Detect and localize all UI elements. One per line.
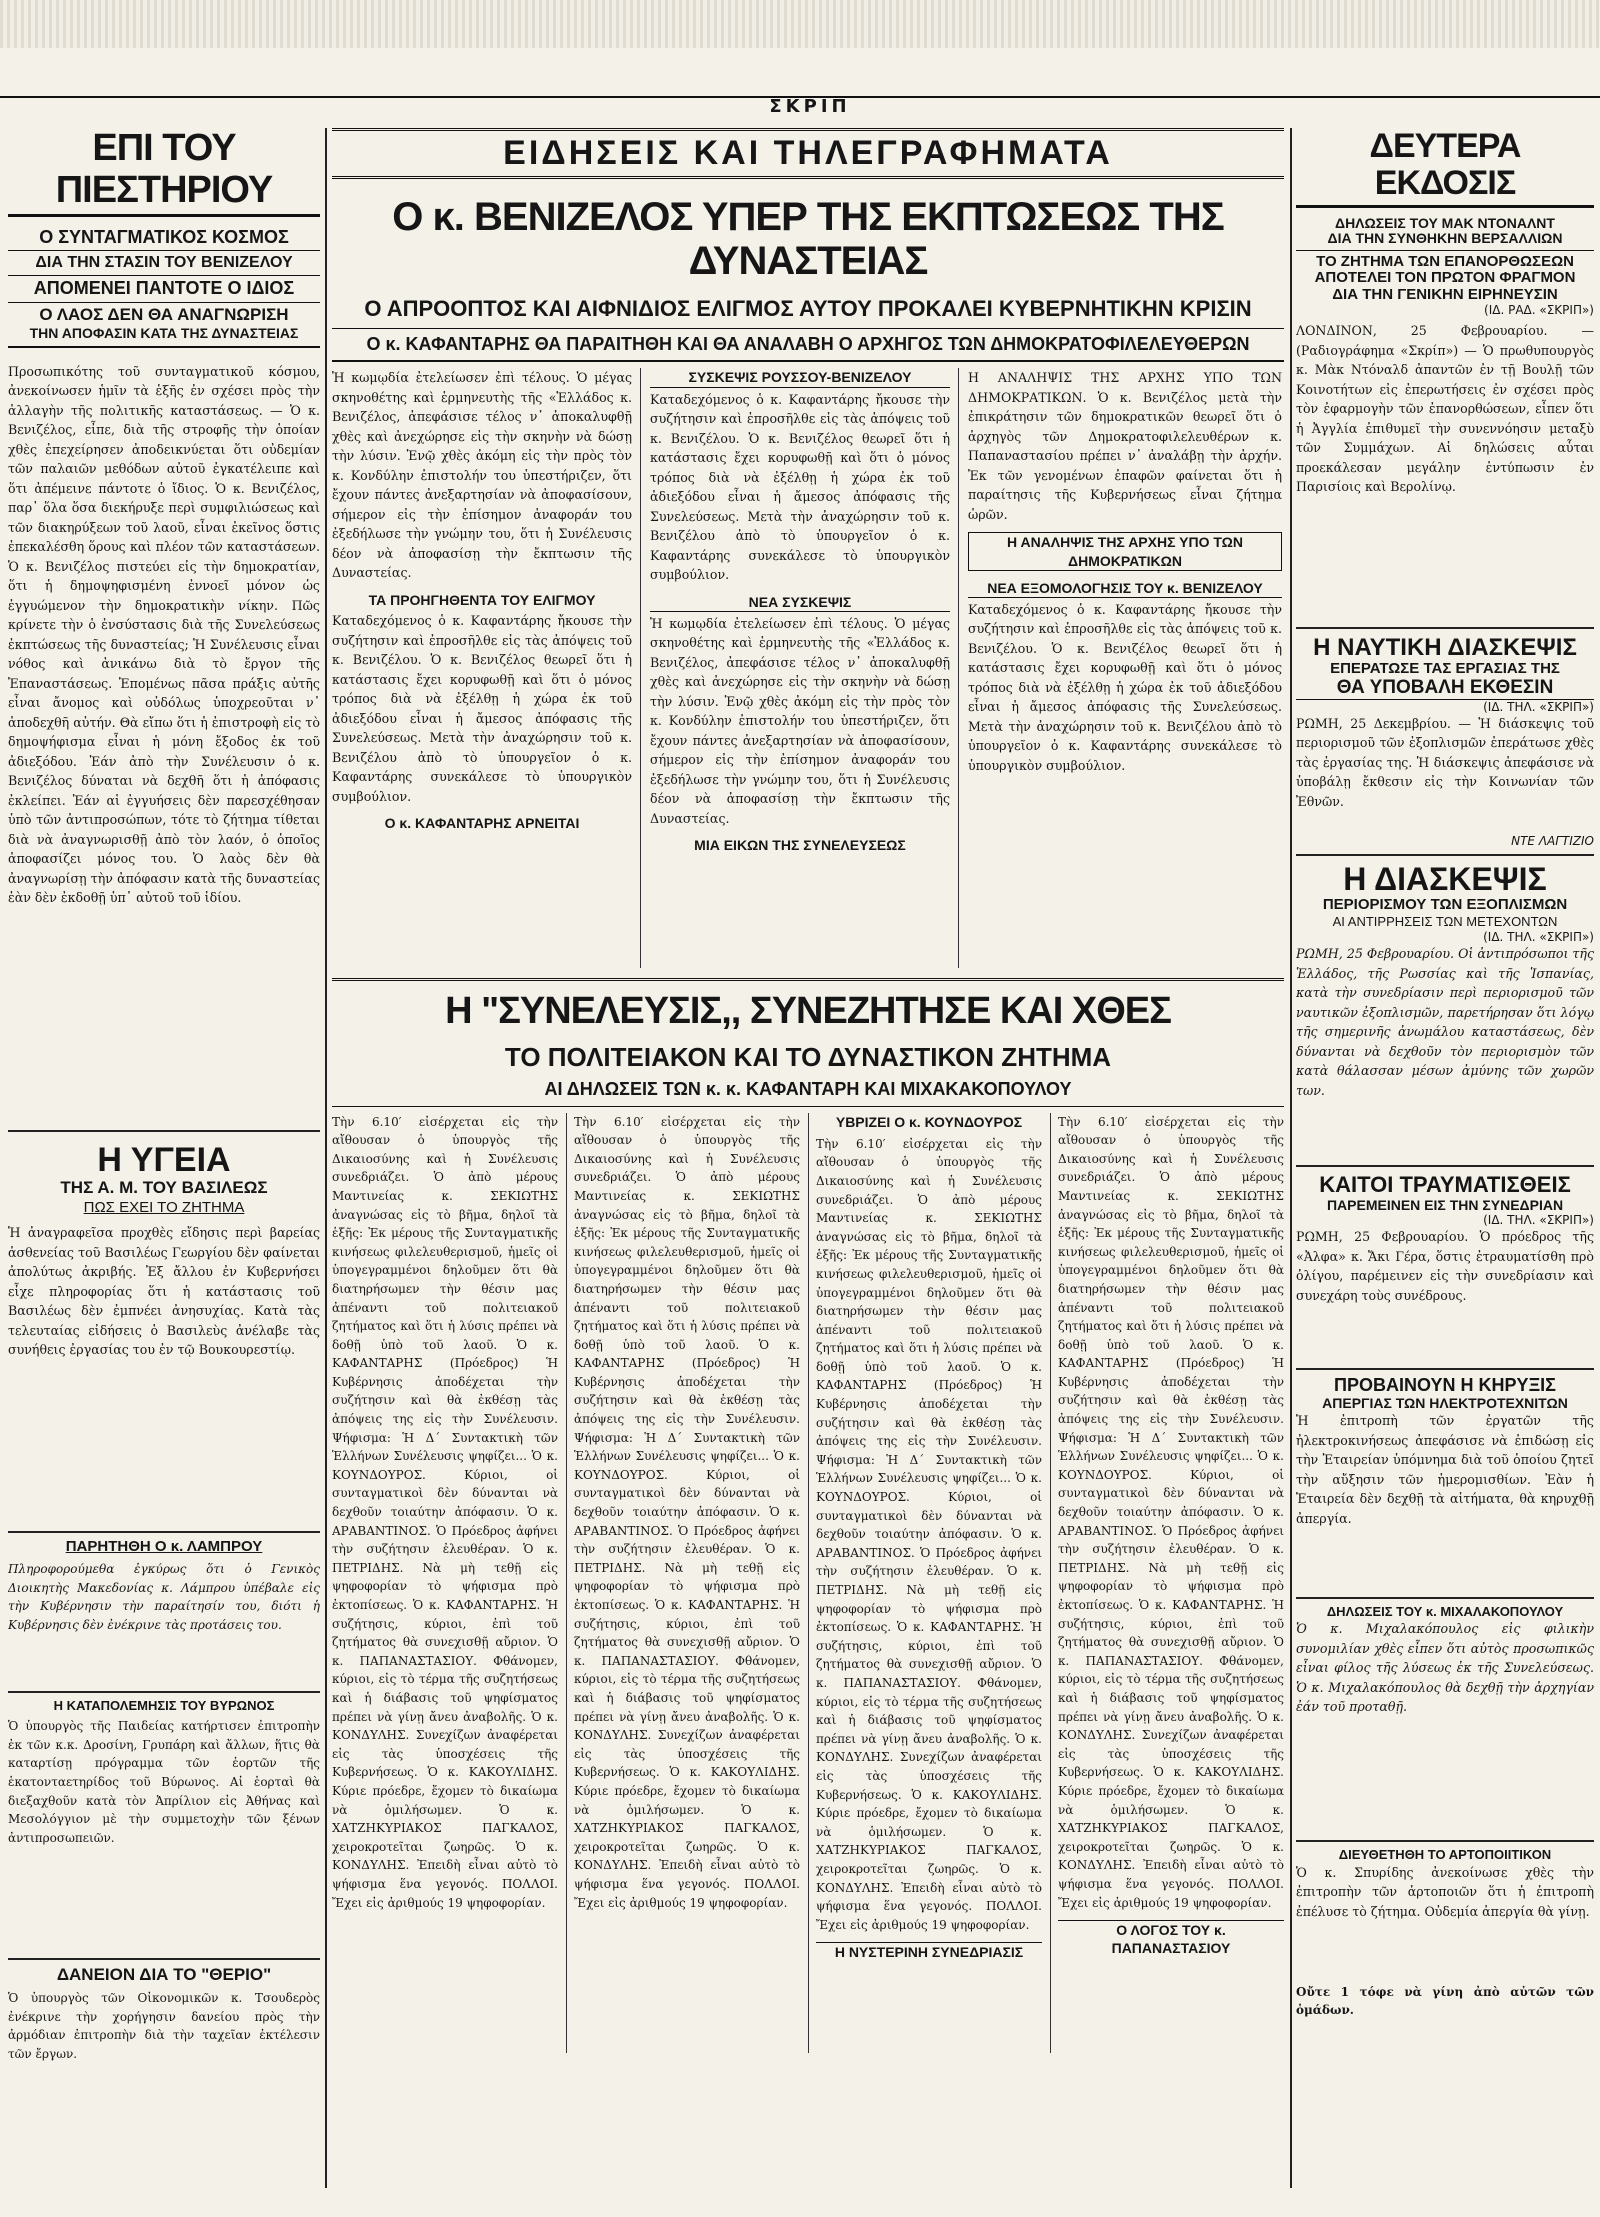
right-column <box>1296 128 1594 2198</box>
mac-head: ΔΙΑ ΤΗΝ ΣΥΝΘΗΚΗΝ ΒΕΡΣΑΛΛΙΩΝ <box>1296 231 1594 250</box>
left-column <box>8 128 320 2198</box>
second-text: Τὴν 6.10′ εἰσέρχεται εἰς τὴν αἴθουσαν ὁ ὑπουργὸς τῆς Δικαιοσύνης καὶ ἡ Συνέλευσις συνεδριάζει. Ὁ ἀπὸ μέρους Μαντινείας κ. ΣΕΚΙΩΤΗΣ ἀναγνώσας εἰς τὸ βῆμα, δηλοῖ τὰ ἑξῆς: Ἐκ μέρους τῆς Συνταγματικῆς κινήσεως φιλελευθερισμοῦ, ἡμεῖς οἱ ὑπογεγραμμένοι δηλοῦμεν ὅτι θὰ διατηρήσωμεν τὴν θέσιν μας ἀπέναντι τοῦ πολιτειακοῦ ζητήματος καὶ ὅτι ἡ λύσις πρέπει νὰ δοθῇ ὑπὸ τοῦ λαοῦ. Ὁ κ. ΚΑΦΑΝΤΑΡΗΣ (Πρόεδρος) Ἡ Κυβέρνησις ἀποδέχεται τὴν συζήτησιν καὶ θὰ ἐκθέσῃ τὰς ἀπόψεις της εἰς τὴν Συνέλευσιν. Ψήφισμα: Ἡ Δ΄ Συντακτικὴ τῶν Ἑλλήνων Συνέλευσις ψηφίζει... Ὁ κ. ΚΟΥΝΔΟΥΡΟΣ. Κύριοι, οἱ συνταγματικοὶ δὲν δύνανται νὰ δεχθοῦν τοιαύτην ἀπόφασιν. Ὁ κ. ΑΡΑΒΑΝΤΙΝΟΣ. Ὁ Πρόεδρος ἀφήνει τὴν συζήτησιν ἐλευθέραν. Ὁ κ. ΠΕΤΡΙΔΗΣ. Νὰ μὴ τεθῇ εἰς ψηφοφορίαν τὸ ψήφισμα πρὸ ἐκτοπίσεως. Ὁ κ. ΚΑΦΑΝΤΑΡΗΣ. Ἡ συζήτησις, κύριοι, ἐπὶ τοῦ ζητήματος θὰ συνεχισθῇ αὔριον. Ὁ κ. ΠΑΠΑΝΑΣΤΑΣΙΟΥ. Φθάνομεν, κύριοι, εἰς τὸ τέρμα τῆς συζητήσεως καὶ ἡ διάβασις τοῦ ψηφίσματος πρέπει νὰ γίνῃ ἄνευ ἀναβολῆς. Ὁ κ. ΚΟΝΔΥΛΗΣ. Συνεχίζων ἀναφέρεται εἰς τὰς ὑποσχέσεις τῆς Κυβερνήσεως. Ὁ κ. ΚΑΚΟΥΛΙΔΗΣ. Κύριε πρόεδρε, ἔχομεν τὸ δικαίωμα νὰ ὁμιλήσωμεν. Ὁ κ. ΧΑΤΖΗΚΥΡΙΑΚΟΣ ΠΑΓΚΑΛΟΣ, χειροκροτεῖται ζωηρῶς. Ὁ κ. ΚΟΝΔΥΛΗΣ. Ἐπειδὴ εἶναι αὐτὸ τὸ ψήφισμα ἕνα γεγονός. ΠΟΛΛΟΙ. Ἔχει εἰς ἀριθμούς 19 ψηφοφορίαν. <box>574 1114 800 1910</box>
loan-text: Ὁ ὑπουργὸς τῶν Οἰκονομικῶν κ. Τσουδερὸς ἐνέκρινε τὴν χορήγησιν δανείου πρὸς τὴν ἀρμόδιαν ἐπιτροπὴν διὰ τὴν ταχεῖαν ἐκτέλεσιν τῶν ἔργων. <box>8 1990 320 2061</box>
top-paragraph: Καταδεχόμενος ὁ κ. Καφαντάρης ἤκουσε τὴν συζήτησιν καὶ ἐπροσῆλθε εἰς τὰς ἀπόψεις τοῦ κ. Βενιζέλου. Ὁ κ. Βενιζέλος θεωρεῖ ὅτι ἡ κατάστασις ἔχει κορυφωθῇ καὶ ὅτι ὁ μόνος τρόπος διὰ νὰ ἐξέλθῃ ἡ χώρα ἐκ τοῦ ἀδιεξόδου εἶναι ἡ ἄμεσος ἀπόφασις τῆς Συνελεύσεως. Μετὰ τὴν ἀναχώρησιν τοῦ κ. Βενιζέλου ἀπὸ τὸ ὑπουργεῖον ὁ κ. Καφαντάρης συνεκάλεσε τὸ ὑπουργικὸν συμβούλιον. <box>332 613 632 804</box>
top-paragraph: Η ΑΝΑΛΗΨΙΣ ΤΗΣ ΑΡΧΗΣ ΥΠΟ ΤΩΝ ΔΗΜΟΚΡΑΤΙΚΩΝ. Ὁ κ. Βενιζέλος μετὰ τὴν ἐπικράτησιν τῶν δημοκρατικῶν θεωρεῖ ὅτι ὁ ἀρχηγὸς τῶν Δημοκρατοφιλελευθέρων κ. Παπαναστασίου πρέπει ν᾽ ἀναλάβῃ τὴν ἀρχήν. Ἐκ τῶν γενομένων ἐπαφῶν φαίνεται ὅτι ἡ παραίτησις τῆς Κυβερνήσεως εἶναι ζήτημα ὡρῶν. <box>968 370 1282 522</box>
bread-title: ΔΙΕΥΘΕΤΗΘΗ ΤΟ ΑΡΤΟΠΟΙΙΤΙΚΟΝ <box>1338 1847 1552 1863</box>
naval-title: Η ΝΑΥΤΙΚΗ ΔΙΑΣΚΕΨΙΣ <box>1313 634 1577 662</box>
column-rule <box>325 128 327 2188</box>
section-rule <box>8 1691 320 1693</box>
section-rule <box>1296 1840 1594 1842</box>
mac-head: ΤΟ ΖΗΤΗΜΑ ΤΩΝ ΕΠΑΝΟΡΘΩΣΕΩΝ <box>1316 252 1574 270</box>
lead-heads <box>8 225 320 348</box>
column-rule <box>1290 128 1292 2188</box>
arms-title: Η ΔΙΑΣΚΕΨΙΣ <box>1343 860 1547 897</box>
second-col4 <box>1058 1113 1284 2053</box>
top-paragraph: Ἡ κωμῳδία ἐτελείωσεν ἐπὶ τέλους. Ὁ μέγας σκηνοθέτης καὶ ἑρμηνευτὴς τῆς «Ἑλλάδος κ. Βενιζέλος, ἀπεφάσισε τέλος ν᾽ ἀποκαλυφθῇ χθὲς καὶ ἀνεχώρησε εἰς τὴν σκηνὴν νὰ δώσῃ τὴν λύσιν. Ἐνῷ χθὲς ἀκόμη εἰς τὴν πρὸς τὸν κ. Κονδύλην ἐπιστολήν του ὑπεστήριζεν, ὅτι ἔχουν πάντες ἀνεξαρτησίαν νὰ ἀποφασίσουν, σήμερον εἰς τὴν ἐπίσημον ἀναφοράν του ἐξεδήλωσε τὴν γνώμην του, ὅτι ἡ Συνέλευσις δέον νὰ ἀποφασίσῃ τὴν ἔκπτωσιν τῆς Δυναστείας. <box>332 370 632 581</box>
second-head: ΥΒΡΙΖΕΙ Ο κ. ΚΟΥΝΔΟΥΡΟΣ <box>835 1113 1023 1130</box>
electric-sub: ΑΠΕΡΓΙΑΣ ΤΩΝ ΗΛΕΚΤΡΟΤΕΧΝΙΤΩΝ <box>1322 1394 1568 1411</box>
top-story-col1 <box>332 368 632 968</box>
second-text: Τὴν 6.10′ εἰσέρχεται εἰς τὴν αἴθουσαν ὁ ὑπουργὸς τῆς Δικαιοσύνης καὶ ἡ Συνέλευσις συνεδριάζει. Ὁ ἀπὸ μέρους Μαντινείας κ. ΣΕΚΙΩΤΗΣ ἀναγνώσας εἰς τὸ βῆμα, δηλοῖ τὰ ἑξῆς: Ἐκ μέρους τῆς Συνταγματικῆς κινήσεως φιλελευθερισμοῦ, ἡμεῖς οἱ ὑπογεγραμμένοι δηλοῦμεν ὅτι θὰ διατηρήσωμεν τὴν θέσιν μας ἀπέναντι τοῦ πολιτειακοῦ ζητήματος καὶ ὅτι ἡ λύσις πρέπει νὰ δοθῇ ὑπὸ τοῦ λαοῦ. Ὁ κ. ΚΑΦΑΝΤΑΡΗΣ (Πρόεδρος) Ἡ Κυβέρνησις ἀποδέχεται τὴν συζήτησιν καὶ θὰ ἐκθέσῃ τὰς ἀπόψεις της εἰς τὴν Συνέλευσιν. Ψήφισμα: Ἡ Δ΄ Συντακτικὴ τῶν Ἑλλήνων Συνέλευσις ψηφίζει... Ὁ κ. ΚΟΥΝΔΟΥΡΟΣ. Κύριοι, οἱ συνταγματικοὶ δὲν δύνανται νὰ δεχθοῦν τοιαύτην ἀπόφασιν. Ὁ κ. ΑΡΑΒΑΝΤΙΝΟΣ. Ὁ Πρόεδρος ἀφήνει τὴν συζήτησιν ἐλευθέραν. Ὁ κ. ΠΕΤΡΙΔΗΣ. Νὰ μὴ τεθῇ εἰς ψηφοφορίαν τὸ ψήφισμα πρὸ ἐκτοπίσεως. Ὁ κ. ΚΑΦΑΝΤΑΡΗΣ. Ἡ συζήτησις, κύριοι, ἐπὶ τοῦ ζητήματος θὰ συνεχισθῇ αὔριον. Ὁ κ. ΠΑΠΑΝΑΣΤΑΣΙΟΥ. Φθάνομεν, κύριοι, εἰς τὸ τέρμα τῆς συζητήσεως καὶ ἡ διάβασις τοῦ ψηφίσματος πρέπει νὰ γίνῃ ἄνευ ἀναβολῆς. Ὁ κ. ΚΟΝΔΥΛΗΣ. Συνεχίζων ἀναφέρεται εἰς τὰς ὑποσχέσεις τῆς Κυβερνήσεως. Ὁ κ. ΚΑΚΟΥΛΙΔΗΣ. Κύριε πρόεδρε, ἔχομεν τὸ δικαίωμα νὰ ὁμιλήσωμεν. Ὁ κ. ΧΑΤΖΗΚΥΡΙΑΚΟΣ ΠΑΓΚΑΛΟΣ, χειροκροτεῖται ζωηρῶς. Ὁ κ. ΚΟΝΔΥΛΗΣ. Ἐπειδὴ εἶναι αὐτὸ τὸ ψήφισμα ἕνα γεγονός. ΠΟΛΛΟΙ. Ἔχει εἰς ἀριθμούς 19 ψηφοφορίαν. <box>816 1136 1042 1932</box>
second-story-body <box>332 1113 1284 2053</box>
arms-sub2: ΑΙ ΑΝΤΙΡΡΗΣΕΙΣ ΤΩΝ ΜΕΤΕΧΟΝΤΩΝ <box>1332 913 1558 929</box>
section-rule <box>8 1531 320 1533</box>
sidebar-head: ΜΙΑ ΕΙΚΩΝ ΤΗΣ ΣΥΝΕΛΕΥΣΕΩΣ <box>694 837 906 854</box>
second-text: Τὴν 6.10′ εἰσέρχεται εἰς τὴν αἴθουσαν ὁ ὑπουργὸς τῆς Δικαιοσύνης καὶ ἡ Συνέλευσις συνεδριάζει. Ὁ ἀπὸ μέρους Μαντινείας κ. ΣΕΚΙΩΤΗΣ ἀναγνώσας εἰς τὸ βῆμα, δηλοῖ τὰ ἑξῆς: Ἐκ μέρους τῆς Συνταγματικῆς κινήσεως φιλελευθερισμοῦ, ἡμεῖς οἱ ὑπογεγραμμένοι δηλοῦμεν ὅτι θὰ διατηρήσωμεν τὴν θέσιν μας ἀπέναντι τοῦ πολιτειακοῦ ζητήματος καὶ ὅτι ἡ λύσις πρέπει νὰ δοθῇ ὑπὸ τοῦ λαοῦ. Ὁ κ. ΚΑΦΑΝΤΑΡΗΣ (Πρόεδρος) Ἡ Κυβέρνησις ἀποδέχεται τὴν συζήτησιν καὶ θὰ ἐκθέσῃ τὰς ἀπόψεις της εἰς τὴν Συνέλευσιν. Ψήφισμα: Ἡ Δ΄ Συντακτικὴ τῶν Ἑλλήνων Συνέλευσις ψηφίζει... Ὁ κ. ΚΟΥΝΔΟΥΡΟΣ. Κύριοι, οἱ συνταγματικοὶ δὲν δύνανται νὰ δεχθοῦν τοιαύτην ἀπόφασιν. Ὁ κ. ΑΡΑΒΑΝΤΙΝΟΣ. Ὁ Πρόεδρος ἀφήνει τὴν συζήτησιν ἐλευθέραν. Ὁ κ. ΠΕΤΡΙΔΗΣ. Νὰ μὴ τεθῇ εἰς ψηφοφορίαν τὸ ψήφισμα πρὸ ἐκτοπίσεως. Ὁ κ. ΚΑΦΑΝΤΑΡΗΣ. Ἡ συζήτησις, κύριοι, ἐπὶ τοῦ ζητήματος θὰ συνεχισθῇ αὔριον. Ὁ κ. ΠΑΠΑΝΑΣΤΑΣΙΟΥ. Φθάνομεν, κύριοι, εἰς τὸ τέρμα τῆς συζητήσεως καὶ ἡ διάβασις τοῦ ψηφίσματος πρέπει νὰ γίνῃ ἄνευ ἀναβολῆς. Ὁ κ. ΚΟΝΔΥΛΗΣ. Συνεχίζων ἀναφέρεται εἰς τὰς ὑποσχέσεις τῆς Κυβερνήσεως. Ὁ κ. ΚΑΚΟΥΛΙΔΗΣ. Κύριε πρόεδρε, ἔχομεν τὸ δικαίωμα νὰ ὁμιλήσωμεν. Ὁ κ. ΧΑΤΖΗΚΥΡΙΑΚΟΣ ΠΑΓΚΑΛΟΣ, χειροκροτεῖται ζωηρῶς. Ὁ κ. ΚΟΝΔΥΛΗΣ. Ἐπειδὴ εἶναι αὐτὸ τὸ ψήφισμα ἕνα γεγονός. ΠΟΛΛΟΙ. Ἔχει εἰς ἀριθμούς 19 ψηφοφορίαν. <box>1058 1114 1284 1910</box>
top-story-col3 <box>968 368 1282 968</box>
health-text: Ἡ ἀναγραφεῖσα προχθὲς εἴδησις περὶ βαρείας ἀσθενείας τοῦ Βασιλέως Γεωργίου δὲν φαίνεται ἀπολύτως ἀκριβής. Ἐξ ἄλλου ἐν Κυβερνήσει εἶχε πληροφορίας ὅτι ἡ κατάστασις τοῦ Βασιλέως δὲν ἐμπνέει ἀνησυχίας. Κατὰ τὰς τελευταίας εἰδήσεις ὁ Βασιλεὺς ἀνέλαβε τὰς συνήθεις ἐργασίας του ἐν τῷ Βουκουρεστίῳ. <box>8 1225 320 1358</box>
sidebar-head: ΤΑ ΠΡΟΗΓΗΘΕΝΤΑ ΤΟΥ ΕΛΙΓΜΟΥ <box>368 591 596 608</box>
second-story <box>332 978 1284 2052</box>
main-subhead: Ο ΑΠΡΟΟΠΤΟΣ ΚΑΙ ΑΙΦΝΙΔΙΟΣ ΕΛΙΓΜΟΣ ΑΥΤΟΥ ΠΡΟΚΑΛΕΙ ΚΥΒΕΡΝΗΤΙΚΗΝ ΚΡΙΣΙΝ <box>332 297 1284 328</box>
electric-text: Ἡ ἐπιτροπὴ τῶν ἐργατῶν τῆς ἠλεκτροκινήσεως ἀπεφάσισε νὰ ἐπιδώσῃ εἰς τὴν Ἑταιρείαν ὑπόμνημα διὰ τοῦ ὁποίου ζητεῖ τὴν αὔξησιν τῶν ἡμερομισθίων. Ἐὰν ἡ Ἑταιρεία δὲν δεχθῇ τὰ αἰτήματα, θὰ κηρυχθῇ ἀπεργία. <box>1296 1413 1594 1526</box>
naval-sign: ΝΤΕ ΛΑΓΤΙΖΙΟ <box>1511 833 1594 848</box>
lambrou-text: Πληροφορούμεθα ἐγκύρως ὅτι ὁ Γενικὸς Διοικητὴς Μακεδονίας κ. Λάμπρου ὑπέβαλε εἰς τὴν Κυβέρνησιν τὴν παραίτησίν του, διότι ἡ Κυβέρνησις δὲν ἐνέκρινε τὰς προτάσεις του. <box>8 1561 320 1632</box>
mich-text: Ὁ κ. Μιχαλακόπουλος εἰς φιλικὴν συνομιλίαν χθὲς εἶπεν ὅτι αὐτὸς προσωπικῶς εἶναι φίλος τῆς λύσεως ἐκ τῆς Συνελεύσεως. Ὁ κ. Μιχαλακόπουλος θὰ δεχθῇ τὴν ἀρχηγίαν ἐάν τοῦ προταθῇ. <box>1296 1621 1594 1715</box>
mac-head: ΑΠΟΤΕΛΕΙ ΤΟΝ ΠΡΩΤΟΝ ΦΡΑΓΜΟΝ <box>1314 269 1576 287</box>
lead-head: Ο ΛΑΟΣ ΔΕΝ ΘΑ ΑΝΑΓΝΩΡΙΣΗ <box>39 304 289 324</box>
lead-article-text: Προσωπικότης τοῦ συνταγματικοῦ κόσμου, ἀνεκοίνωσεν ἡμῖν τὰ ἑξῆς ἐν σχέσει πρὸς τὴν ἀλλαγὴν τῆς πολιτικῆς καταστάσεως. — Ὁ κ. Βενιζέλος, εἶπε, διὰ τῆς στροφῆς τὴν ὁποίαν χθὲς ἐπεχείρησεν ἀποδεικνύεται ὅτι οὐδεμίαν τῶν παλαιῶν μεθόδων αὐτοῦ ἐγκατέλειπε καὶ ὅτι ἀπέμεινε πάντοτε ὁ ἴδιος. Ὁ κ. Βενιζέλος, παρ᾽ ὅλα ὅσα διεκήρυξε περὶ συμφιλιώσεως καὶ τῶν διακηρύξεων τοῦ λαοῦ, εἶναι ἐκεῖνος ὅστις ἐπεκαλέσθη ὅρους καὶ πλέον τῶν καταστάσεων. Ὁ κ. Βενιζέλος πιστεύει εἰς τὴν δημοκρατίαν, ὅτι ἡ δημοψηφισμένη ἐννοεῖ μόνον ὡς ἐγγυώμενον τὴν δημοκρατικὴν νίκην. Πῶς κρίνετε τὴν ὁ ἐνσύστασις διὰ τῆς Συνελεύσεως ἐκπτώσεως τῆς δυναστείας; Ἡ Συνέλευσις εἶναι νόθος καὶ ἀνικάνω διὰ τὸ ἔργον τῆς Ἐπαναστάσεως. Ἐπομένως πᾶσα πράξις αὐτῆς εἶναι ἄνομος καὶ οὐδόλως ὑποχρεοῦται ν᾽ ἀποδεχθῆ αὐτήν. Θὰ εἴπω ὅτι ἡ ἐπιστροφὴ εἰς τὸ δημοψήφισμα εἶναι ἡ μόνη ἔξοδος ἐκ τοῦ ἀδιεξόδου. Ἐάν ἀπὸ τὴν Συνέλευσιν ὁ κ. Βενιζέλος δύναται νὰ δεχθῆ ὅτι ἡ ἀπόφασις ἐκλείπει. Ἐάν αἱ ἐγγυήσεις δὲν παρεσχέθησαν ὑπὸ τῶν ἀντιπροσώπων, τότε τὸ ζήτημα τίθεται διὰ νὰ ἀναγνωρισθῇ ἀπὸ τὸν λαόν, ὁ ὁποῖος ἀποφασίζει μόνος του. Ὁ λαὸς δὲν θὰ ἀναγνωρίσῃ τὴν ἀπόφασιν κατὰ τῆς δυναστείας ἐὰν δὲν ἐκδοθῇ ὑπ᾽ αὐτοῦ τοῦ ἰδίου. <box>8 363 320 906</box>
column-rule <box>640 368 641 968</box>
despite-title: ΚΑΙΤΟΙ ΤΡΑΥΜΑΤΙΣΘΕΙΣ <box>1319 1172 1571 1198</box>
column-rule <box>958 368 959 968</box>
top-story-col2 <box>650 368 950 968</box>
arms-sub: ΠΕΡΙΟΡΙΣΜΟΥ ΤΩΝ ΕΞΟΠΛΙΣΜΩΝ <box>1322 896 1568 914</box>
naval-sub: ΕΠΕΡΑΤΩΣΕ ΤΑΣ ΕΡΓΑΣΙΑΣ ΤΗΣ <box>1330 660 1560 678</box>
bread-foot: Οὔτε 1 τόφε νὰ γίνη ἀπὸ αὐτῶν τῶν ὁμάδων. <box>1296 1984 1594 2018</box>
byron-text: Ὁ ὑπουργὸς τῆς Παιδείας κατήρτισεν ἐπιτροπὴν ἐκ τῶν κ.κ. Δροσίνη, Γρυπάρη καὶ ἄλλων, ἥτις θὰ καταρτίσῃ πρόγραμμα τῶν ἐορτῶν τῆς ἑκατονταετηρίδος τοῦ Βύρωνος. Αἱ ἑορταὶ θὰ διεξαχθοῦν κατὰ τὸν Ἀπρίλιον εἰς Ἀθήνας καὶ Μεσολόγγιον μὲ τὴν συμμετοχὴν τῶν ξένων ἀντιπροσωπειῶν. <box>8 1719 320 1845</box>
second-head: Η ΝΥΣΤΕΡΙΝΗ ΣΥΝΕΔΡΙΑΣΙΣ <box>816 1942 1042 1961</box>
sidebar-head: Ο κ. ΚΑΦΑΝΤΑΡΗΣ ΑΡΝΕΙΤΑΙ <box>384 815 580 832</box>
lead-head: Ο ΣΥΝΤΑΓΜΑΤΙΚΟΣ ΚΟΣΜΟΣ <box>8 225 320 252</box>
sidebar-head: ΣΥΣΚΕΨΙΣ ΡΟΥΣΣΟΥ-ΒΕΝΙΖΕΛΟΥ <box>650 368 950 387</box>
lead-head: ΔΙΑ ΤΗΝ ΣΤΑΣΙΝ ΤΟΥ ΒΕΝΙΖΕΛΟΥ <box>8 251 320 276</box>
section-rule <box>1296 627 1594 629</box>
top-paragraph: Καταδεχόμενος ὁ κ. Καφαντάρης ἤκουσε τὴν συζήτησιν καὶ ἐπροσῆλθε εἰς τὰς ἀπόψεις τοῦ κ. Βενιζέλου. Ὁ κ. Βενιζέλος θεωρεῖ ὅτι ἡ κατάστασις ἔχει κορυφωθῇ καὶ ὅτι ὁ μόνος τρόπος διὰ νὰ ἐξέλθῃ ἡ χώρα ἐκ τοῦ ἀδιεξόδου εἶναι ἡ ἄμεσος ἀπόφασις τῆς Συνελεύσεως. Μετὰ τὴν ἀναχώρησιν τοῦ κ. Βενιζέλου ἀπὸ τὸ ὑπουργεῖον ὁ κ. Καφαντάρης συνεκάλεσε τὸ ὑπουργικὸν συμβούλιον. <box>968 601 1282 773</box>
mac-heads <box>1296 216 1594 303</box>
health-title: Η ΥΓΕΙΑ <box>97 1140 231 1179</box>
mich-title: ΔΗΛΩΣΕΙΣ ΤΟΥ κ. ΜΙΧΑΛΑΚΟΠΟΥΛΟΥ <box>1326 1604 1564 1620</box>
health-sub: ΤΗΣ Α. Μ. ΤΟΥ ΒΑΣΙΛΕΩΣ <box>60 1178 268 1198</box>
loan-title: ΔΑΝΕΙΟΝ ΔΙΑ ΤΟ "ΘΕΡΙΟ" <box>56 1965 272 1985</box>
health-sub2: ΠΩΣ ΕΧΕΙ ΤΟ ΖΗΤΗΜΑ <box>83 1198 245 1216</box>
section-rule <box>1296 1597 1594 1599</box>
sidebar-head: ΝΕΑ ΕΞΟΜΟΛΟΓΗΣΙΣ ΤΟΥ κ. ΒΕΝΙΖΕΛΟΥ <box>968 579 1282 598</box>
mac-head: ΔΗΛΩΣΕΙΣ ΤΟΥ ΜΑΚ ΝΤΟΝΑΛΝΤ <box>1335 214 1555 231</box>
top-story <box>332 368 1284 968</box>
sidebar-head: Η ΑΝΑΛΗΨΙΣ ΤΗΣ ΑΡΧΗΣ ΥΠΟ ΤΩΝ ΔΗΜΟΚΡΑΤΙΚΩΝ <box>968 532 1282 570</box>
mac-text: ΛΟΝΔΙΝΟΝ, 25 Φεβρουαρίου. — (Ραδιογράφημα «Σκρίπ») — Ὁ πρωθυπουργὸς κ. Μὰκ Ντόναλδ ἀπαντῶν ἐν τῇ Βουλῇ τῶν Κοινοτήτων εἰς ἐπερωτήσεις ἐν σχέσει πρὸς τὸν ἐφαρμογὴν τῶν ἐπανορθώσεων, εἶπεν ὅτι ἡ Ἀγγλία ἐπιθυμεῖ τὴν συνεννόησιν μεταξὺ τῶν Συμμάχων. Αἱ δηλώσεις αὗται προεκάλεσαν μεγάλην ἐντύπωσιν ἐν Παρισίοις καὶ Βερολίνῳ. <box>1296 323 1594 495</box>
section-rule <box>1296 854 1594 856</box>
lead-head: ΑΠΟΜΕΝΕΙ ΠΑΝΤΟΤΕ Ο ΙΔΙΟΣ <box>8 276 320 303</box>
center-columns <box>332 128 1284 2198</box>
sidebar-head: ΝΕΑ ΣΥΣΚΕΨΙΣ <box>650 593 950 612</box>
second-headline: Η "ΣΥΝΕΛΕΥΣΙΣ,, ΣΥΝΕΖΗΤΗΣΕ ΚΑΙ ΧΘΕΣ <box>445 990 1171 1033</box>
naval-sub2: ΘΑ ΥΠΟΒΑΛΗ ΕΚΘΕΣΙΝ <box>1296 678 1594 700</box>
masthead-name: ΣΚΡΙΠ <box>769 96 851 117</box>
credit-line: (ΙΔ. ΡΑΔ. «ΣΚΡΙΠ») <box>1484 303 1594 318</box>
second-subhead: ΤΟ ΠΟΛΙΤΕΙΑΚΟΝ ΚΑΙ ΤΟ ΔΥΝΑΣΤΙΚΟΝ ΖΗΤΗΜΑ <box>504 1042 1112 1073</box>
second-col3 <box>816 1113 1042 2053</box>
column-rule <box>566 1113 567 2053</box>
second-col1: Τὴν 6.10′ εἰσέρχεται εἰς τὴν αἴθουσαν ὁ ὑπουργὸς τῆς Δικαιοσύνης καὶ ἡ Συνέλευσις συνεδριάζει. Ὁ ἀπὸ μέρους Μαντινείας κ. ΣΕΚΙΩΤΗΣ ἀναγνώσας εἰς τὸ βῆμα, δηλοῖ τὰ ἑξῆς: Ἐκ μέρους τῆς Συνταγματικῆς κινήσεως φιλελευθερισμοῦ, ἡμεῖς οἱ ὑπογεγραμμένοι δηλοῦμεν ὅτι θὰ διατηρήσωμεν τὴν θέσιν μας ἀπέναντι τοῦ πολιτειακοῦ ζητήματος καὶ ὅτι ἡ λύσις πρέπει νὰ δοθῇ ὑπὸ τοῦ λαοῦ. Ὁ κ. ΚΑΦΑΝΤΑΡΗΣ (Πρόεδρος) Ἡ Κυβέρνησις ἀποδέχεται τὴν συζήτησιν καὶ θὰ ἐκθέσῃ τὰς ἀπόψεις της εἰς τὴν Συνέλευσιν. Ψήφισμα: Ἡ Δ΄ Συντακτικὴ τῶν Ἑλλήνων Συνέλευσις ψηφίζει... Ὁ κ. ΚΟΥΝΔΟΥΡΟΣ. Κύριοι, οἱ συνταγματικοὶ δὲν δύνανται νὰ δεχθοῦν τοιαύτην ἀπόφασιν. Ὁ κ. ΑΡΑΒΑΝΤΙΝΟΣ. Ὁ Πρόεδρος ἀφήνει τὴν συζήτησιν ἐλευθέραν. Ὁ κ. ΠΕΤΡΙΔΗΣ. Νὰ μὴ τεθῇ εἰς ψηφοφορίαν τὸ ψήφισμα πρὸ ἐκτοπίσεως. Ὁ κ. ΚΑΦΑΝΤΑΡΗΣ. Ἡ συζήτησις, κύριοι, ἐπὶ τοῦ ζητήματος θὰ συνεχισθῇ αὔριον. Ὁ κ. ΠΑΠΑΝΑΣΤΑΣΙΟΥ. Φθάνομεν, κύριοι, εἰς τὸ τέρμα τῆς συζητήσεως καὶ ἡ διάβασις τοῦ ψηφίσματος πρέπει νὰ γίνῃ ἄνευ ἀναβολῆς. Ὁ κ. ΚΟΝΔΥΛΗΣ. Συνεχίζων ἀναφέρεται εἰς τὰς ὑποσχέσεις τῆς Κυβερνήσεως. Ὁ κ. ΚΑΚΟΥΛΙΔΗΣ. Κύριε πρόεδρε, ἔχομεν τὸ δικαίωμα νὰ ὁμιλήσωμεν. Ὁ κ. ΧΑΤΖΗΚΥΡΙΑΚΟΣ ΠΑΓΚΑΛΟΣ, χειροκροτεῖται ζωηρῶς. Ὁ κ. ΚΟΝΔΥΛΗΣ. Ἐπειδὴ εἶναι αὐτὸ τὸ ψήφισμα ἕνα γεγονός. ΠΟΛΛΟΙ. Ἔχει εἰς ἀριθμούς 19 ψηφοφορίαν. <box>332 1114 558 1910</box>
top-paragraph: Ἡ κωμῳδία ἐτελείωσεν ἐπὶ τέλους. Ὁ μέγας σκηνοθέτης καὶ ἑρμηνευτὴς τῆς «Ἑλλάδος κ. Βενιζέλος, ἀπεφάσισε τέλος ν᾽ ἀποκαλυφθῇ χθὲς καὶ ἀνεχώρησε εἰς τὴν σκηνὴν νὰ δώσῃ τὴν λύσιν. Ἐνῷ χθὲς ἀκόμη εἰς τὴν πρὸς τὸν κ. Κονδύλην ἐπιστολήν του ὑπεστήριζεν, ὅτι ἔχουν πάντες ἀνεξαρτησίαν νὰ ἀποφασίσουν, σήμερον εἰς τὴν ἐπίσημον ἀναφοράν του ἐξεδήλωσε τὴν γνώμην του, ὅτι ἡ Συνέλευσις δέον νὰ ἀποφασίσῃ τὴν ἔκπτωσιν τῆς Δυναστείας. <box>650 615 950 826</box>
second-subhead2: ΑΙ ΔΗΛΩΣΕΙΣ ΤΩΝ κ. κ. ΚΑΦΑΝΤΑΡΗ ΚΑΙ ΜΙΧΑΚΑΚΟΠΟΥΛΟΥ <box>332 1080 1284 1107</box>
column-kicker: ΔΕΥΤΕΡΑ ΕΚΔΟΣΙΣ <box>1296 128 1594 208</box>
byron-title: Η ΚΑΤΑΠΟΛΕΜΗΣΙΣ ΤΟΥ ΒΥΡΩΝΟΣ <box>53 1697 275 1713</box>
top-paragraph: Καταδεχόμενος ὁ κ. Καφαντάρης ἤκουσε τὴν συζήτησιν καὶ ἐπροσῆλθε εἰς τὰς ἀπόψεις τοῦ κ. Βενιζέλου. Ὁ κ. Βενιζέλος θεωρεῖ ὅτι ἡ κατάστασις ἔχει κορυφωθῇ καὶ ὅτι ὁ μόνος τρόπος διὰ νὰ ἐξέλθῃ ἡ χώρα ἐκ τοῦ ἀδιεξόδου εἶναι ἡ ἄμεσος ἀπόφασις τῆς Συνελεύσεως. Μετὰ τὴν ἀναχώρησιν τοῦ κ. Βενιζέλου ἀπὸ τὸ ὑπουργεῖον ὁ κ. Καφαντάρης συνεκάλεσε τὸ ὑπουργικὸν συμβούλιον. <box>650 391 950 583</box>
despite-text: ΡΩΜΗ, 25 Φεβρουαρίου. Ὁ πρόεδρος τῆς «Ἀλφα» κ. Ἄκι Γέρα, ὅστις ἐτραυματίσθη πρὸ ὀλίγου, παρέμεινεν εἰς τὴν συνεδρίασιν καὶ συνεχάρη τοὺς συνέδρους. <box>1296 1229 1594 1303</box>
main-headline: Ο κ. ΒΕΝΙΖΕΛΟΣ ΥΠΕΡ ΤΗΣ ΕΚΠΤΩΣΕΩΣ ΤΗΣ ΔΥΝΑΣΤΕΙΑΣ <box>392 195 1224 284</box>
column-kicker: ΕΠΙ ΤΟΥ ΠΙΕΣΤΗΡΙΟΥ <box>8 128 320 217</box>
lead-head: ΤΗΝ ΑΠΟΦΑΣΙΝ ΚΑΤΑ ΤΗΣ ΔΥΝΑΣΤΕΙΑΣ <box>8 324 320 347</box>
naval-text: ΡΩΜΗ, 25 Δεκεμβρίου. — Ἡ διάσκεψις τοῦ περιορισμοῦ τῶν ἐξοπλισμῶν ἐπεράτωσε χθὲς τὰς ἐργασίας της. Ἡ διάσκεψις ἀπεφάσισε νὰ ὑποβάλῃ ἔκθεσιν εἰς τὴν Κοινωνίαν τῶν Ἐθνῶν. <box>1296 715 1594 809</box>
scan-noise-strip <box>0 0 1600 48</box>
lambrou-title: ΠΑΡΗΤΗΘΗ Ο κ. ΛΑΜΠΡΟΥ <box>65 1538 263 1556</box>
electric-title: ΠΡΟΒΑΙΝΟΥΝ Η ΚΗΡΥΞΙΣ <box>1334 1375 1556 1395</box>
section-rule <box>1296 1165 1594 1167</box>
column-rule <box>1050 1113 1051 2053</box>
section-rule <box>8 1958 320 1960</box>
arms-text: ΡΩΜΗ, 25 Φεβρουαρίου. Οἱ ἀντιπρόσωποι τῆς Ἑλλάδος, τῆς Ρωσσίας καὶ τῆς Ἱσπανίας, κατὰ τὴν συνεδρίασιν περὶ περιορισμοῦ τῶν ναυτικῶν ἐξοπλισμῶν, παρετήρησαν ὅτι λόγῳ τῆς σημερινῆς ἀνωμάλου καταστάσεως, δὲν δύνανται νὰ δεχθοῦν τὸν περιορισμὸν τῶν κατὰ θάλασσαν μέσων ἀμύνης τῶν χωρῶν των. <box>1296 946 1594 1098</box>
mac-head: ΔΙΑ ΤΗΝ ΓΕΝΙΚΗΝ ΕΙΡΗΝΕΥΣΙΝ <box>1332 285 1558 303</box>
credit-line: (ΙΔ. ΤΗΛ. «ΣΚΡΙΠ») <box>1483 930 1594 945</box>
column-rule <box>808 1113 809 2053</box>
section-rule <box>8 1130 320 1132</box>
section-rule <box>1296 1368 1594 1370</box>
credit-line: (ΙΔ. ΤΗΛ. «ΣΚΡΙΠ») <box>1483 699 1594 714</box>
section-title: ΕΙΔΗΣΕΙΣ ΚΑΙ ΤΗΛΕΓΡΑΦΗΜΑΤΑ <box>332 128 1284 179</box>
despite-sub: ΠΑΡΕΜΕΙΝΕΝ ΕΙΣ ΤΗΝ ΣΥΝΕΔΡΙΑΝ <box>1326 1196 1564 1213</box>
main-subhead2: Ο κ. ΚΑΦΑΝΤΑΡΗΣ ΘΑ ΠΑΡΑΙΤΗΘΗ ΚΑΙ ΘΑ ΑΝΑΛΑΒΗ Ο ΑΡΧΗΓΟΣ ΤΩΝ ΔΗΜΟΚΡΑΤΟΦΙΛΕΛΕΥΘΕΡΩΝ <box>332 335 1284 363</box>
second-head: Ο ΛΟΓΟΣ ΤΟΥ κ. ΠΑΠΑΝΑΣΤΑΣΙΟΥ <box>1058 1920 1284 1957</box>
second-col2 <box>574 1113 800 2053</box>
bread-text: Ὁ κ. Σπυρίδης ἀνεκοίνωσε χθὲς τὴν ἐπιτροπὴν τῶν ἀρτοποιῶν ὅτι ἡ ἐπιτροπὴ ἐπέλυσε τὸ ζήτημα. Οὐδεμία ἀπεργία θὰ γίνῃ. <box>1296 1864 1594 1919</box>
credit-line: (ΙΔ. ΤΗΛ. «ΣΚΡΙΠ») <box>1483 1213 1594 1227</box>
